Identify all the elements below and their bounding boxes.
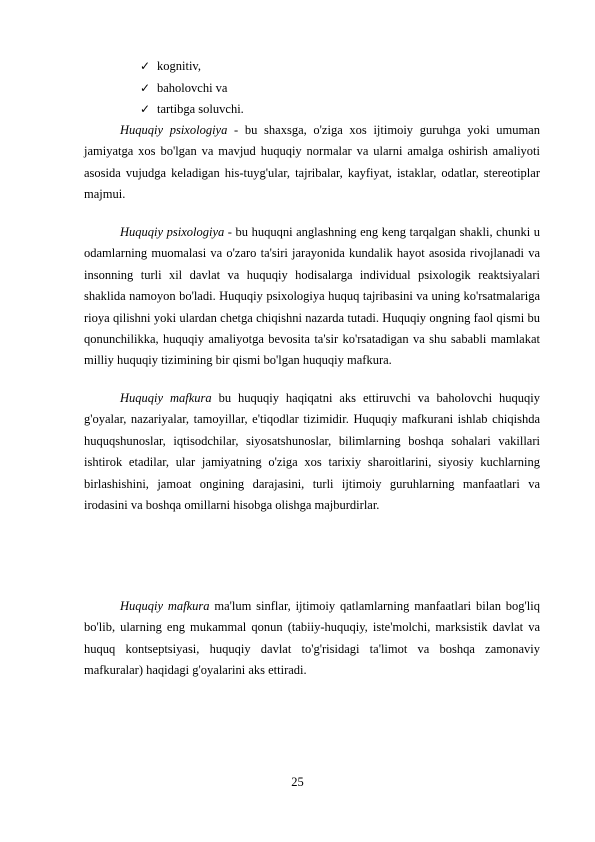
term-italic: Huquqiy mafkura <box>120 599 210 613</box>
paragraph-text: bu huquqiy haqiqatni aks ettiruvchi va baholovchi huquqiy g'oyalar, nazariyalar, tamoyillar, e'tiqodlar tizimidir. Huquqiy mafkurani ishlab chiqishda huquqshunoslar, iqtisodchilar, siyosatshunoslar, bilimlarning boshqa sohalari vakillari ishtirok etadilar, ular jamiyatning o'ziga xos tarixiy sharoitlarini, siyosiy kuchlarning birlashishini, jamoat ongining darajasini, turli ijtimoiy guruhlarning manfaatlari va irodasini va boshqa omillarni hisobga olishga majburdirlar. <box>84 391 540 513</box>
term-italic: Huquqiy mafkura <box>120 391 212 405</box>
term-italic: Huquqiy psixologiya <box>120 123 228 137</box>
checklist-item <box>140 56 244 78</box>
checklist-item <box>140 99 244 121</box>
paragraph-text: - bu shaxsga, o'ziga xos ijtimoiy guruhga yoki umuman jamiyatga xos bo'lgan va mavjud huquqiy normalar va ularni amalga oshirish amaliyoti asosida vujudga keladigan his-tuyg'ular, tajribalar, kayfiyat, istaklar, odatlar, stereotiplar majmui. <box>84 123 540 202</box>
paragraph-legal-psychology-definition <box>84 120 540 206</box>
paragraph-text: ma'lum sinflar, ijtimoiy qatlamlarning manfaatlari bilan bog'liq bo'lib, ularning eng mukammal qonun (tabiiy-huquqiy, iste'molchi, marksistik davlat va huquq kontseptsiyasi, huquqiy davlat to'g'risidagi ta'limot va boshqa zamonaviy mafkuralar) haqidagi g'oyalarini aks ettiradi. <box>84 599 540 678</box>
checklist-item <box>140 78 244 100</box>
paragraph-legal-ideology-definition <box>84 388 540 516</box>
checkmark-icon: ✓ <box>140 102 151 116</box>
paragraph-legal-psychology-form <box>84 222 540 372</box>
term-italic: Huquqiy psixologiya <box>120 225 225 239</box>
paragraph-text: - bu huquqni anglashning eng keng tarqalgan shakli, chunki u odamlarning muomalasi va o'zaro ta'siri jarayonida kundalik hayot asosida rivojlanadi va insonning turli xil davlat va huquqiy hodisalarga individual psixologik reaktsiyalari shaklida namoyon bo'ladi. Huquqiy psixologiya huquq tajribasini va uning ko'rsatmalariga rioya qilishni yoki ulardan chetga chiqishni nazarda tutadi. Huquqiy ongning faol qismi bu qonunchilikka, huquqiy amaliyotga bevosita ta'sir ko'rsatadigan va shu sababli mamlakat milliy huquqiy tizimining bir qismi bo'lgan huquqiy mafkura. <box>84 225 540 368</box>
page-number: 25 <box>291 775 304 789</box>
checklist-item-label: tartibga soluvchi. <box>157 102 244 116</box>
function-checklist <box>140 56 244 121</box>
checklist-item-label: baholovchi va <box>157 80 228 95</box>
checklist-item-label: kognitiv, <box>157 59 201 73</box>
paragraph-legal-ideology-interests <box>84 596 540 682</box>
checkmark-icon: ✓ <box>140 80 151 95</box>
checkmark-icon: ✓ <box>140 59 151 73</box>
